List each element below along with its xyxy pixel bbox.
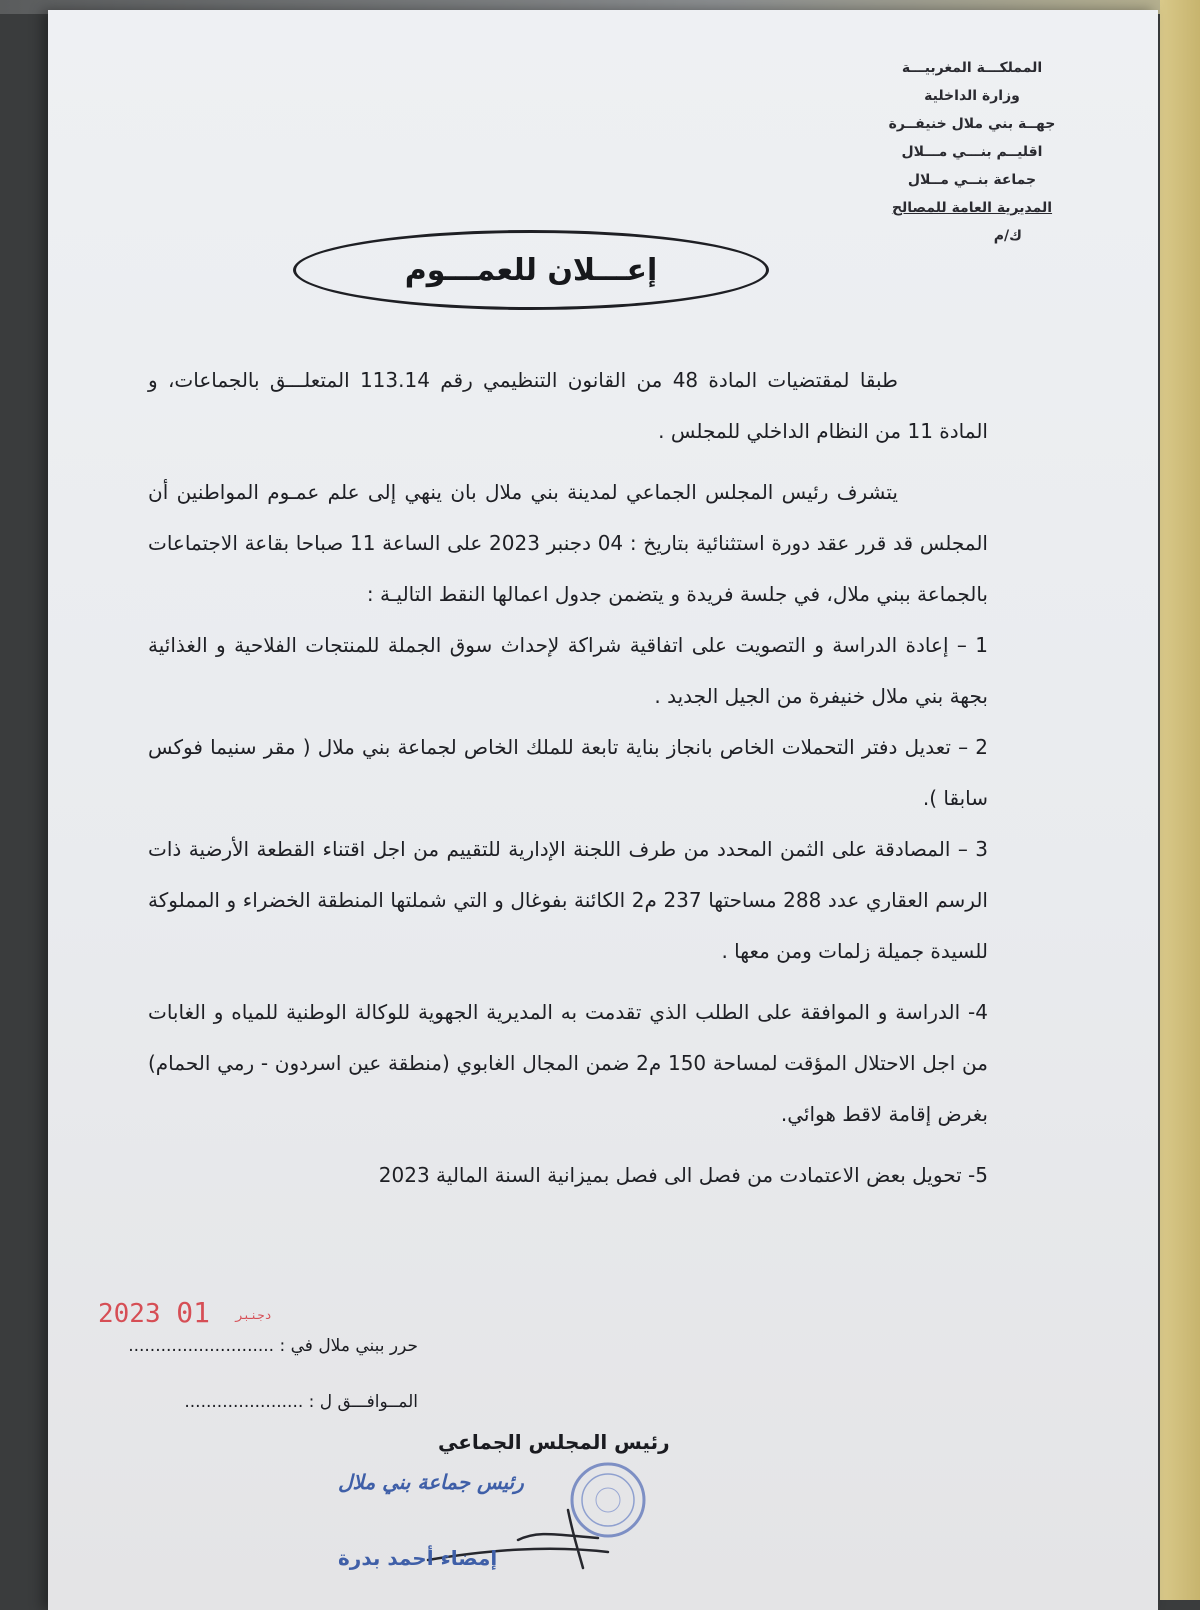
signatory-stamp-text: رئيس جماعة بني ملال <box>338 1470 524 1494</box>
paragraph-announcement: يتشرف رئيس المجلس الجماعي لمدينة بني ملال بان ينهي إلى علم عمـوم المواطنين أن المجلس قد قرر عقد دورة استثنائية بتاريخ : 04 دجنبر 2023 على الساعة 11 صباحا بقاعة الاجتماعات بالجماعة ببني ملال، في جلسة فريدة و يتضمن جدول اعمالها النقط التاليـة : <box>148 480 988 606</box>
agenda-item-4: 4- الدراسة و الموافقة على الطلب الذي تقدمت به المديرية الجهوية للوكالة الوطنية للمياه و الغابات من اجل الاحتلال المؤقت لمساحة 150 م2 ضمن المجال الغابوي (منطقة عين اسردون - رمي الحمام) بغرض إقامة لاقط هوائي. <box>148 1000 988 1126</box>
agenda-item-2: 2 – تعديل دفتر التحملات الخاص بانجاز بناية تابعة للملك الخاص لجماعة بني ملال ( مقر سنيما فوكس سابقا ). <box>148 735 988 810</box>
date-stamp-year: 2023 <box>98 1299 161 1329</box>
approved-line: المــوافـــق ل : ...................... <box>184 1392 418 1412</box>
agenda-item-1: 1 – إعادة الدراسة و التصويت على اتفاقية شراكة لإحداث سوق الجملة للمنتجات الفلاحية و الغذائية بجهة بني ملال خنيفرة من الجيل الجديد . <box>148 633 988 708</box>
footer-lines <box>128 1318 418 1430</box>
date-stamp-day: 01 <box>176 1296 210 1329</box>
date-stamp-month: دجنبر <box>235 1307 272 1322</box>
document-page <box>48 10 1158 1610</box>
announcement-body <box>148 355 988 1201</box>
agenda-item-3: 3 – المصادقة على الثمن المحدد من طرف اللجنة الإدارية للتقييم من اجل اقتناء القطعة الأرضية ذات الرسم العقاري عدد 288 مساحتها 237 م2 الكائنة بفوغال و التي شملتها المنطقة الخضراء و المملوكة للسيدة جميلة زلمات ومن معها . <box>148 837 988 963</box>
handwritten-signature-icon <box>368 1490 668 1590</box>
signatory-title: رئيس المجلس الجماعي <box>438 1430 670 1454</box>
header-province: اقليــم بنـــي مـــلال <box>901 144 1043 160</box>
document-title: إعـــلان للعمـــوم <box>404 252 658 288</box>
title-oval <box>293 230 769 310</box>
header-reference: ك/م <box>993 228 1022 244</box>
letterhead <box>852 54 1092 250</box>
header-kingdom: المملكـــة المغربيـــة <box>901 60 1043 76</box>
header-region: جهــة بني ملال خنيفــرة <box>888 116 1056 132</box>
written-at-line: حرر ببني ملال في : ........................... <box>128 1336 418 1356</box>
header-directorate: المديرية العامة للمصالح <box>891 200 1053 216</box>
agenda-item-5: 5- تحويل بعض الاعتمادت من فصل الى فصل بميزانية السنة المالية 2023 <box>378 1163 988 1187</box>
signatory-name: إمضاء أحمد بدرة <box>338 1546 498 1570</box>
background-edge-right <box>1160 0 1200 1600</box>
header-ministry: وزارة الداخلية <box>924 88 1020 104</box>
paragraph-legal-basis: طبقا لمقتضيات المادة 48 من القانون التنظيمي رقم 113.14 المتعلـــق بالجماعات، و المادة 11 من النظام الداخلي للمجلس . <box>148 368 988 443</box>
header-commune: جماعة بنــي مــلال <box>907 172 1037 188</box>
